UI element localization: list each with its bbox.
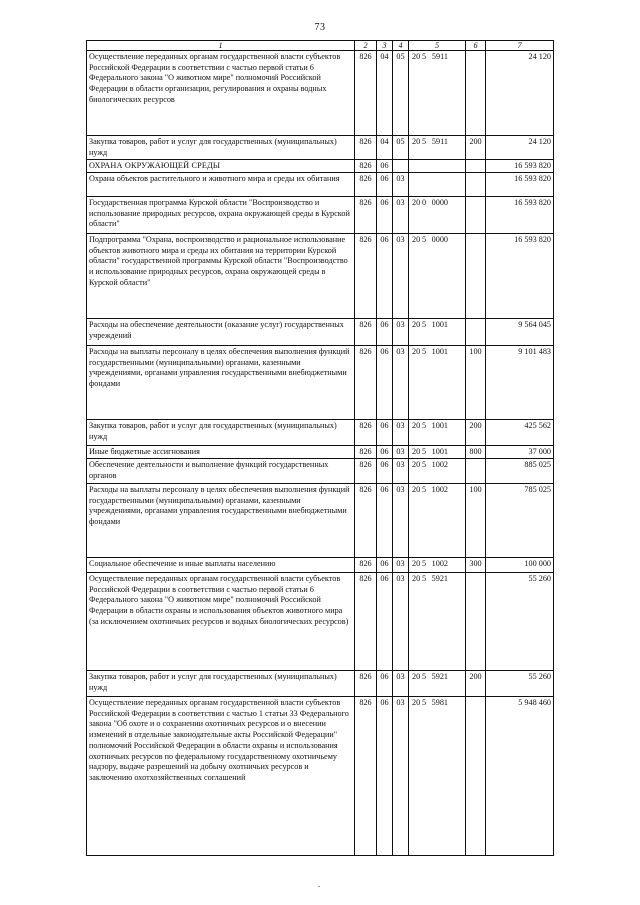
scan-speck <box>318 886 320 887</box>
row-rz-code: 06 <box>377 420 393 446</box>
row-expense-type <box>466 459 486 484</box>
row-pr-code: 03 <box>393 573 409 671</box>
row-target-article <box>409 319 466 346</box>
row-pr-code: 03 <box>393 346 409 420</box>
table-row <box>87 234 554 319</box>
target-article-direction: 1001 <box>431 347 448 356</box>
row-name: Осуществление переданных органам государственной власти субъектов Российской Федерации в соответствии с частью 1 статьи 33 Федерального закона "Об охоте и о сохранении охотничьих ресурсов и о внесении изменений в отдельные законодательные акты Российской Федерации" полномочий Российской Федерации в области охраны и использования охотничьих ресурсов по федеральному государственному охотничьему надзору, выдаче разрешений на добычу охотничьих ресурсов и заключению охотхозяйственных соглашений <box>87 697 355 856</box>
target-article-subprogram: 5 <box>422 320 427 329</box>
row-rz-code: 06 <box>377 234 393 319</box>
target-article-subprogram: 5 <box>422 137 427 146</box>
table-row <box>87 484 554 558</box>
row-target-article <box>409 420 466 446</box>
target-article-program: 20 <box>412 672 421 681</box>
target-article-program: 20 <box>412 447 421 456</box>
row-amount: 16 593 820 <box>486 234 554 319</box>
row-gr-code: 826 <box>355 136 377 160</box>
row-target-article <box>409 51 466 136</box>
row-gr-code: 826 <box>355 319 377 346</box>
row-rz-code: 06 <box>377 671 393 697</box>
target-article-subprogram: 0 <box>422 198 427 207</box>
target-article-subprogram: 5 <box>422 421 427 430</box>
row-expense-type <box>466 160 486 173</box>
table-row <box>87 420 554 446</box>
row-rz-code: 06 <box>377 319 393 346</box>
target-article-direction: 5981 <box>431 698 448 707</box>
table-row <box>87 197 554 234</box>
row-name: Осуществление переданных органам государственной власти субъектов Российской Федерации в соответствии с частью первой статьи 6 Федерального закона "О животном мире" полномочий Российской Федерации в области охраны и использования объектов животного мира (за исключением охотничьих ресурсов и водных биологических ресурсов) <box>87 573 355 671</box>
row-expense-type: 100 <box>466 346 486 420</box>
row-expense-type: 100 <box>466 484 486 558</box>
header-cell: 2 <box>355 41 377 51</box>
target-article-subprogram: 5 <box>422 485 427 494</box>
row-gr-code: 826 <box>355 160 377 173</box>
row-amount: 885 025 <box>486 459 554 484</box>
row-name: Охрана объектов растительного и животного мира и среды их обитания <box>87 173 355 197</box>
row-amount: 785 025 <box>486 484 554 558</box>
row-pr-code: 03 <box>393 420 409 446</box>
row-name: Закупка товаров, работ и услуг для государственных (муниципальных) нужд <box>87 420 355 446</box>
row-amount: 9 101 483 <box>486 346 554 420</box>
row-expense-type <box>466 319 486 346</box>
row-name: Расходы на выплаты персоналу в целях обеспечения выполнения функций государственными (муниципальными) органами, казенными учреждениями, органами управления государственными внебюджетными фондами <box>87 346 355 420</box>
target-article-subprogram: 5 <box>422 460 427 469</box>
row-target-article <box>409 234 466 319</box>
row-target-article <box>409 346 466 420</box>
row-amount: 16 593 820 <box>486 173 554 197</box>
row-rz-code: 06 <box>377 173 393 197</box>
row-target-article <box>409 697 466 856</box>
row-gr-code: 826 <box>355 459 377 484</box>
row-target-article <box>409 136 466 160</box>
target-article-subprogram: 5 <box>422 347 427 356</box>
row-amount: 9 564 045 <box>486 319 554 346</box>
row-pr-code: 03 <box>393 234 409 319</box>
target-article-direction: 1002 <box>431 460 448 469</box>
table-row <box>87 558 554 573</box>
row-pr-code: 03 <box>393 697 409 856</box>
row-rz-code: 06 <box>377 346 393 420</box>
row-gr-code: 826 <box>355 173 377 197</box>
target-article-program: 20 <box>412 320 421 329</box>
row-target-article <box>409 671 466 697</box>
row-target-article <box>409 446 466 459</box>
table-row <box>87 346 554 420</box>
target-article-direction: 1002 <box>431 485 448 494</box>
row-target-article <box>409 484 466 558</box>
target-article-subprogram: 5 <box>422 235 427 244</box>
header-cell: 7 <box>486 41 554 51</box>
target-article-subprogram: 5 <box>422 559 427 568</box>
row-name: Государственная программа Курской области "Воспроизводство и использование природных ресурсов, охрана окружающей среды в Курской области" <box>87 197 355 234</box>
row-pr-code: 03 <box>393 173 409 197</box>
target-article-program: 20 <box>412 485 421 494</box>
target-article-direction: 0000 <box>431 235 448 244</box>
row-rz-code: 04 <box>377 136 393 160</box>
target-article-program: 20 <box>412 460 421 469</box>
row-gr-code: 826 <box>355 573 377 671</box>
header-cell: 3 <box>377 41 393 51</box>
header-cell: 1 <box>87 41 355 51</box>
table-row <box>87 173 554 197</box>
row-name: Закупка товаров, работ и услуг для государственных (муниципальных) нужд <box>87 136 355 160</box>
row-rz-code: 06 <box>377 459 393 484</box>
row-name: Расходы на выплаты персоналу в целях обеспечения выполнения функций государственными (муниципальными) органами, казенными учреждениями, органами управления государственными внебюджетными фондами <box>87 484 355 558</box>
row-target-article <box>409 173 466 197</box>
target-article-program: 20 <box>412 559 421 568</box>
row-expense-type <box>466 697 486 856</box>
row-rz-code: 06 <box>377 573 393 671</box>
table-header-row <box>87 41 554 51</box>
row-amount: 37 000 <box>486 446 554 459</box>
row-pr-code: 03 <box>393 197 409 234</box>
row-rz-code: 04 <box>377 51 393 136</box>
row-gr-code: 826 <box>355 346 377 420</box>
table-row <box>87 51 554 136</box>
row-pr-code: 03 <box>393 671 409 697</box>
header-cell: 6 <box>466 41 486 51</box>
row-gr-code: 826 <box>355 197 377 234</box>
row-rz-code: 06 <box>377 446 393 459</box>
row-expense-type <box>466 234 486 319</box>
row-gr-code: 826 <box>355 51 377 136</box>
row-name: Иные бюджетные ассигнования <box>87 446 355 459</box>
table-row <box>87 459 554 484</box>
row-amount: 24 120 <box>486 51 554 136</box>
header-cell: 4 <box>393 41 409 51</box>
row-pr-code: 05 <box>393 136 409 160</box>
row-target-article <box>409 160 466 173</box>
row-gr-code: 826 <box>355 234 377 319</box>
table-row <box>87 671 554 697</box>
target-article-subprogram: 5 <box>422 698 427 707</box>
row-rz-code: 06 <box>377 558 393 573</box>
page-number: 73 <box>314 22 326 33</box>
row-target-article <box>409 573 466 671</box>
row-amount: 24 120 <box>486 136 554 160</box>
row-amount: 55 260 <box>486 671 554 697</box>
target-article-subprogram: 5 <box>422 52 427 61</box>
table-row <box>87 160 554 173</box>
target-article-direction: 5921 <box>431 574 448 583</box>
row-expense-type: 200 <box>466 420 486 446</box>
row-amount: 100 000 <box>486 558 554 573</box>
budget-table <box>86 40 554 856</box>
target-article-direction: 1001 <box>431 447 448 456</box>
target-article-program: 20 <box>412 347 421 356</box>
table-row <box>87 697 554 856</box>
row-gr-code: 826 <box>355 558 377 573</box>
row-gr-code: 826 <box>355 484 377 558</box>
table-row <box>87 573 554 671</box>
row-name: Подпрограмма "Охрана, воспроизводство и рациональное использование объектов животного мира и среды их обитания на территории Курской области" государственной программы Курской области "Воспроизводство и использование природных ресурсов, охрана окружающей среды в Курской области" <box>87 234 355 319</box>
row-pr-code: 03 <box>393 446 409 459</box>
row-name: Закупка товаров, работ и услуг для государственных (муниципальных) нужд <box>87 671 355 697</box>
target-article-program: 20 <box>412 574 421 583</box>
row-name: Обеспечение деятельности и выполнение функций государственных органов <box>87 459 355 484</box>
target-article-direction: 1001 <box>431 421 448 430</box>
row-gr-code: 826 <box>355 420 377 446</box>
target-article-program: 20 <box>412 52 421 61</box>
row-name: Социальное обеспечение и иные выплаты населению <box>87 558 355 573</box>
target-article-direction: 1001 <box>431 320 448 329</box>
target-article-program: 20 <box>412 198 421 207</box>
target-article-direction: 5921 <box>431 672 448 681</box>
row-expense-type <box>466 51 486 136</box>
row-gr-code: 826 <box>355 671 377 697</box>
table-row <box>87 446 554 459</box>
target-article-program: 20 <box>412 698 421 707</box>
target-article-subprogram: 5 <box>422 672 427 681</box>
row-amount: 425 562 <box>486 420 554 446</box>
row-target-article <box>409 558 466 573</box>
row-expense-type: 200 <box>466 136 486 160</box>
row-pr-code: 03 <box>393 459 409 484</box>
row-target-article <box>409 459 466 484</box>
target-article-direction: 1002 <box>431 559 448 568</box>
row-amount: 5 948 460 <box>486 697 554 856</box>
row-expense-type: 300 <box>466 558 486 573</box>
row-rz-code: 06 <box>377 197 393 234</box>
target-article-program: 20 <box>412 421 421 430</box>
row-amount: 16 593 820 <box>486 197 554 234</box>
row-rz-code: 06 <box>377 697 393 856</box>
row-name: ОХРАНА ОКРУЖАЮЩЕЙ СРЕДЫ <box>87 160 355 173</box>
row-expense-type: 200 <box>466 671 486 697</box>
target-article-subprogram: 5 <box>422 447 427 456</box>
row-name: Осуществление переданных органам государственной власти субъектов Российской Федерации в соответствии с частью первой статьи 6 Федерального закона "О животном мире" полномочий Российской Федерации в области организации, регулирования и охраны водных биологических ресурсов <box>87 51 355 136</box>
row-expense-type <box>466 573 486 671</box>
row-expense-type <box>466 197 486 234</box>
target-article-direction: 5911 <box>431 52 448 61</box>
row-pr-code: 03 <box>393 319 409 346</box>
table-row <box>87 319 554 346</box>
row-pr-code: 03 <box>393 484 409 558</box>
target-article-direction: 0000 <box>431 198 448 207</box>
row-amount: 16 593 820 <box>486 160 554 173</box>
row-expense-type <box>466 173 486 197</box>
row-gr-code: 826 <box>355 697 377 856</box>
target-article-program: 20 <box>412 137 421 146</box>
header-cell: 5 <box>409 41 466 51</box>
row-amount: 55 260 <box>486 573 554 671</box>
target-article-subprogram: 5 <box>422 574 427 583</box>
row-target-article <box>409 197 466 234</box>
table-row <box>87 136 554 160</box>
row-pr-code <box>393 160 409 173</box>
row-pr-code: 03 <box>393 558 409 573</box>
target-article-direction: 5911 <box>431 137 448 146</box>
row-pr-code: 05 <box>393 51 409 136</box>
target-article-program: 20 <box>412 235 421 244</box>
row-rz-code: 06 <box>377 160 393 173</box>
row-name: Расходы на обеспечение деятельности (оказание услуг) государственных учреждений <box>87 319 355 346</box>
row-expense-type: 800 <box>466 446 486 459</box>
row-gr-code: 826 <box>355 446 377 459</box>
row-rz-code: 06 <box>377 484 393 558</box>
